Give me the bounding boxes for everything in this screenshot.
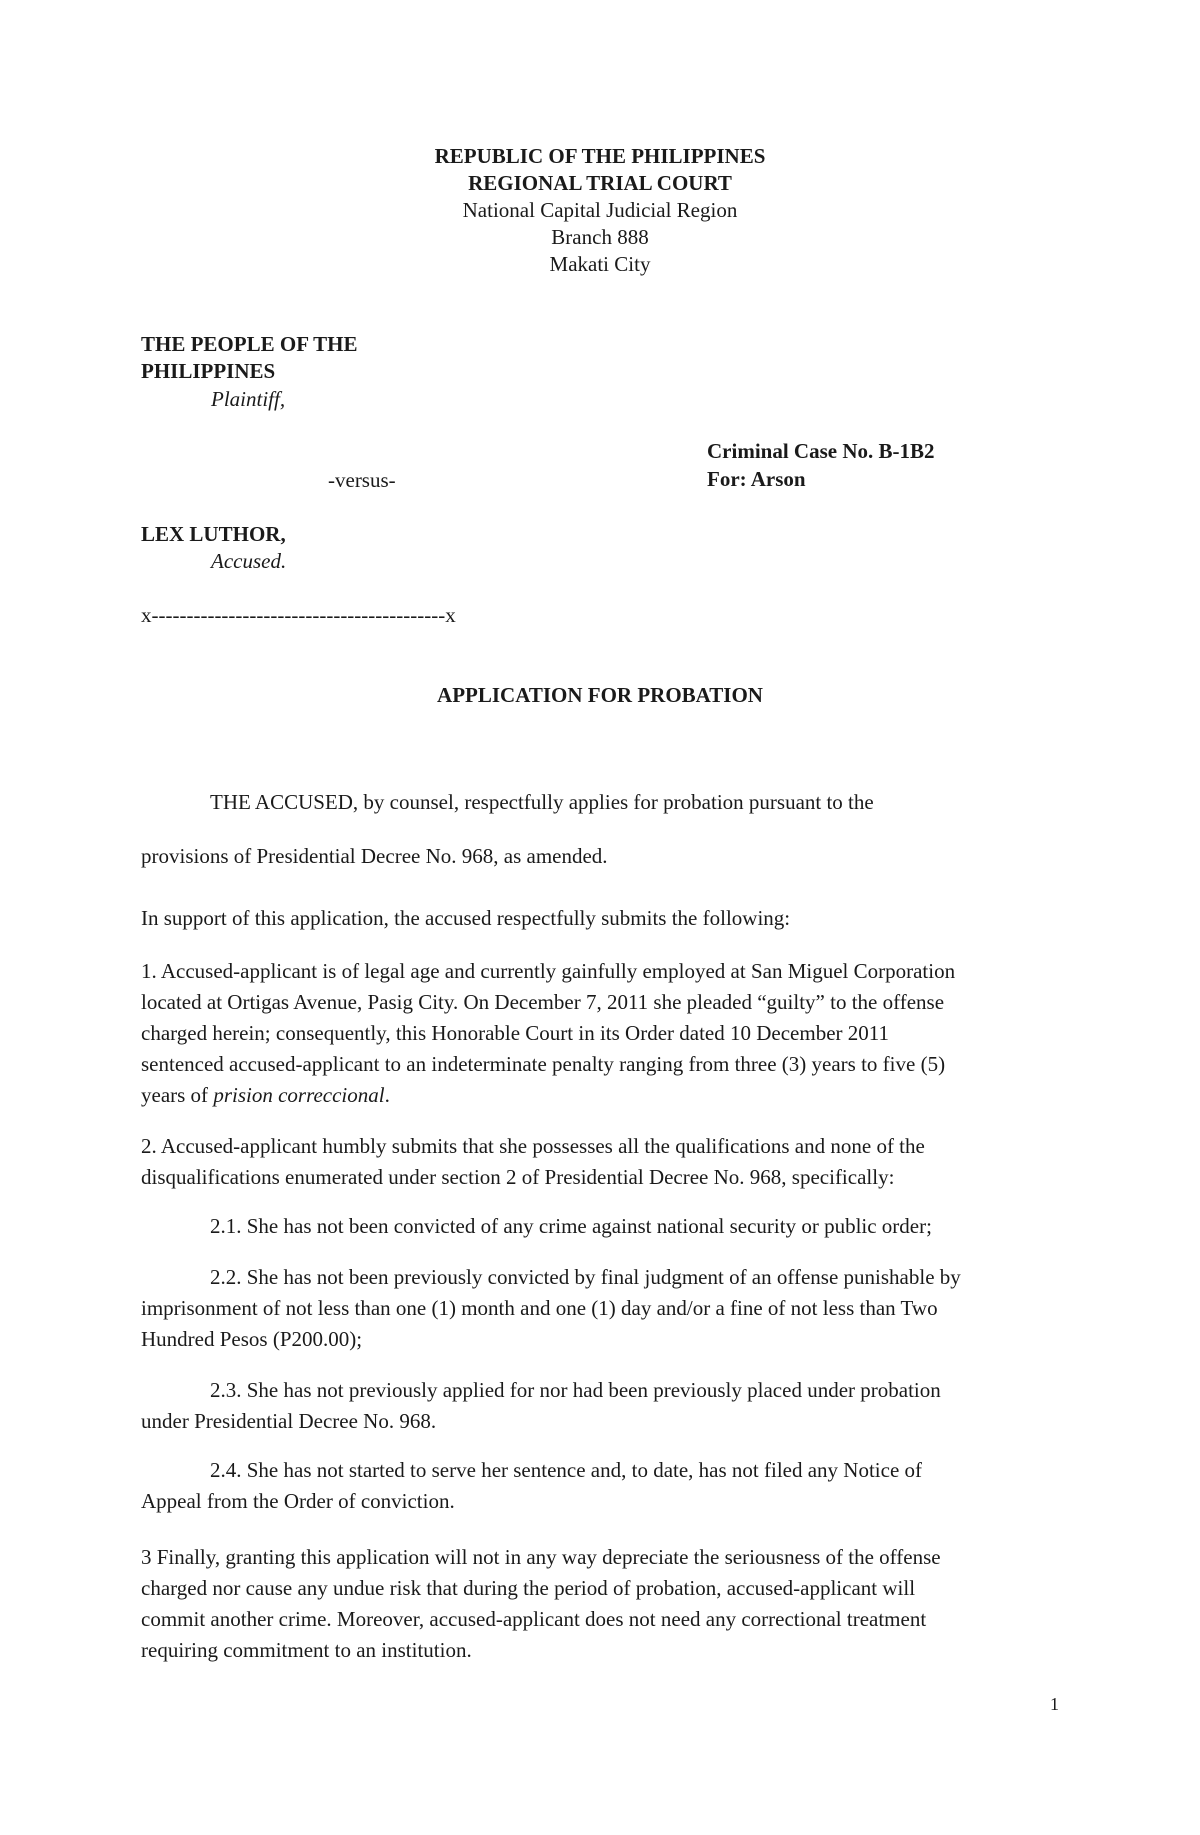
item-2-3-line-1: 2.3. She has not previously applied for nor had been previously placed under probation xyxy=(210,1378,941,1402)
item-2-4-line-2: Appeal from the Order of conviction. xyxy=(141,1489,455,1513)
item-1-line-5-pre: years of xyxy=(141,1083,214,1107)
item-2-3-line-2: under Presidential Decree No. 968. xyxy=(141,1409,437,1433)
plaintiff-name-line1: THE PEOPLE OF THE xyxy=(141,332,358,356)
court-heading: REGIONAL TRIAL COURT xyxy=(468,171,732,195)
branch-line: Branch 888 xyxy=(551,225,649,249)
city-line: Makati City xyxy=(549,252,651,276)
item-3-line-4: requiring commitment to an institution. xyxy=(141,1638,472,1662)
plaintiff-role: Plaintiff, xyxy=(211,387,286,411)
item-3-line-1: 3 Finally, granting this application will not in any way depreciate the seriousness of the offense xyxy=(141,1545,941,1569)
item-1-paragraph xyxy=(141,956,1066,1111)
document-title: APPLICATION FOR PROBATION xyxy=(437,683,763,707)
item-2-line-2: disqualifications enumerated under section 2 of Presidential Decree No. 968, specifically: xyxy=(141,1165,895,1189)
intro-paragraph xyxy=(141,775,1066,883)
item-2-paragraph xyxy=(141,1131,1066,1193)
caption-separator: x------------------------------------------x xyxy=(141,603,456,627)
item-2-4-paragraph xyxy=(141,1455,1066,1517)
item-2-2-line-3: Hundred Pesos (P200.00); xyxy=(141,1327,363,1351)
court-header xyxy=(0,143,1200,278)
intro-line-2: provisions of Presidential Decree No. 968, as amended. xyxy=(141,844,608,868)
item-2-4-line-1: 2.4. She has not started to serve her sentence and, to date, has not filed any Notice of xyxy=(210,1458,923,1482)
item-2-line-1: 2. Accused-applicant humbly submits that she possesses all the qualifications and none of the xyxy=(141,1134,925,1158)
item-1-line-5-italic: prision correccional xyxy=(213,1083,385,1107)
item-1-line-3: charged herein; consequently, this Honorable Court in its Order dated 10 December 2011 xyxy=(141,1021,890,1045)
item-2-2-line-2: imprisonment of not less than one (1) month and one (1) day and/or a fine of not less than Two xyxy=(141,1296,938,1320)
intro-line-1: THE ACCUSED, by counsel, respectfully applies for probation pursuant to the xyxy=(210,790,874,814)
item-1-line-5-post: . xyxy=(384,1083,390,1107)
item-1-line-2: located at Ortigas Avenue, Pasig City. On December 7, 2011 she pleaded “guilty” to the offense xyxy=(141,990,945,1014)
case-number: Criminal Case No. B-1B2 xyxy=(707,439,935,463)
item-2-1-paragraph xyxy=(141,1211,1066,1242)
accused-role: Accused. xyxy=(211,549,287,573)
item-2-3-paragraph xyxy=(141,1375,1066,1437)
support-paragraph xyxy=(141,903,1066,934)
item-3-line-2: charged nor cause any undue risk that during the period of probation, accused-applicant will xyxy=(141,1576,916,1600)
accused-name: LEX LUTHOR, xyxy=(141,522,286,546)
support-line: In support of this application, the accused respectfully submits the following: xyxy=(141,906,791,930)
item-2-2-paragraph xyxy=(141,1262,1066,1355)
page-number: 1 xyxy=(1050,1694,1059,1714)
item-1-line-4: sentenced accused-applicant to an indeterminate penalty ranging from three (3) years to five (5) xyxy=(141,1052,946,1076)
item-2-2-line-1: 2.2. She has not been previously convicted by final judgment of an offense punishable by xyxy=(210,1265,961,1289)
item-1-line-5 xyxy=(141,1080,1066,1111)
republic-heading: REPUBLIC OF THE PHILIPPINES xyxy=(434,144,766,168)
region-line: National Capital Judicial Region xyxy=(462,198,738,222)
versus-label: -versus- xyxy=(328,468,396,492)
item-2-1-line-1: 2.1. She has not been convicted of any crime against national security or public order; xyxy=(210,1214,932,1238)
case-offense: For: Arson xyxy=(707,467,806,491)
item-3-paragraph xyxy=(141,1542,1066,1666)
plaintiff-name-line2: PHILIPPINES xyxy=(141,359,276,383)
item-3-line-3: commit another crime. Moreover, accused-applicant does not need any correctional treatment xyxy=(141,1607,927,1631)
item-1-line-1: 1. Accused-applicant is of legal age and currently gainfully employed at San Miguel Corporation xyxy=(141,959,956,983)
